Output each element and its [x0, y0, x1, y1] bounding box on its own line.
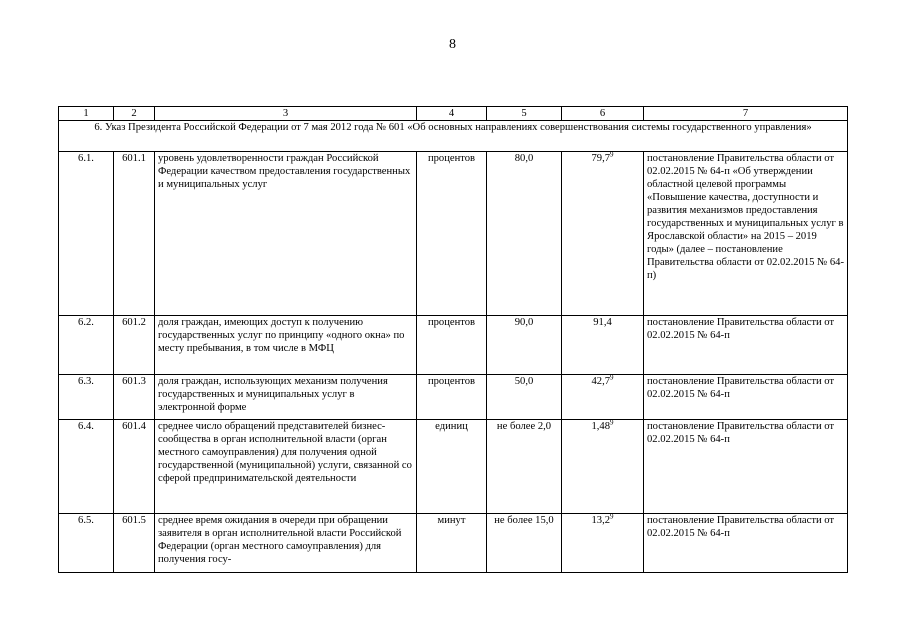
actual-value-cell [562, 152, 644, 316]
unit: процентов [417, 375, 487, 420]
actual-value-cell [562, 514, 644, 573]
column-number: 7 [644, 107, 848, 121]
page-number: 8 [449, 37, 456, 52]
row-number: 6.4. [59, 420, 114, 514]
indicator-code: 601.4 [114, 420, 155, 514]
indicator-name: среднее время ожидания в очереди при обращении заявителя в орган исполнительной власти Российской Федерации (орган местного самоуправления) для получения госу- [155, 514, 417, 573]
legal-document: постановление Правительства области от 02.02.2015 № 64-п «Об утверждении областной целевой программы «Повышение качества, доступности и развития механизмов предоставления государственных и муниципальных услуг в Ярославской области» на 2015 – 2019 годы» (далее – постановление Правительства области от 02.02.2015 № 64-п) [644, 152, 848, 316]
section-title: 6. Указ Президента Российской Федерации от 7 мая 2012 года № 601 «Об основных направлениях совершенствования системы государственного управления» [59, 121, 848, 152]
table-row [59, 420, 848, 514]
footnote-mark: 9 [610, 373, 614, 382]
target-value: не более 2,0 [487, 420, 562, 514]
actual-value-cell [562, 420, 644, 514]
actual-value: 42,7 [591, 376, 611, 387]
actual-value: 79,7 [591, 153, 611, 164]
footnote-mark: 9 [610, 512, 614, 521]
indicator-name: доля граждан, использующих механизм получения государственных и муниципальных услуг в электронной форме [155, 375, 417, 420]
actual-value-cell [562, 316, 644, 375]
row-number: 6.3. [59, 375, 114, 420]
indicator-code: 601.2 [114, 316, 155, 375]
target-value: не более 15,0 [487, 514, 562, 573]
column-number: 4 [417, 107, 487, 121]
indicator-name: доля граждан, имеющих доступ к получению государственных услуг по принципу «одного окна» по месту пребывания, в том числе в МФЦ [155, 316, 417, 375]
footnote-mark: 9 [610, 150, 614, 159]
legal-document: постановление Правительства области от 02.02.2015 № 64-п [644, 316, 848, 375]
table-row [59, 375, 848, 420]
table-row [59, 152, 848, 316]
actual-value: 13,2 [591, 515, 611, 526]
indicator-code: 601.5 [114, 514, 155, 573]
row-number: 6.5. [59, 514, 114, 573]
unit: минут [417, 514, 487, 573]
table-row [59, 316, 848, 375]
legal-document: постановление Правительства области от 02.02.2015 № 64-п [644, 420, 848, 514]
indicator-name: среднее число обращений представителей бизнес-сообщества в орган исполнительной власти (орган местного самоуправления) для получения одной государственной (муниципальной) услуги, связанной со сферой предпринимательской деятельности [155, 420, 417, 514]
unit: единиц [417, 420, 487, 514]
actual-value: 91,4 [593, 317, 612, 328]
column-number: 2 [114, 107, 155, 121]
actual-value: 1,48 [591, 421, 611, 432]
unit: процентов [417, 152, 487, 316]
indicator-code: 601.1 [114, 152, 155, 316]
target-value: 50,0 [487, 375, 562, 420]
indicator-code: 601.3 [114, 375, 155, 420]
actual-value-cell [562, 375, 644, 420]
indicator-name: уровень удовлетворенности граждан Российской Федерации качеством предоставления государственных и муниципальных услуг [155, 152, 417, 316]
row-number: 6.1. [59, 152, 114, 316]
section-row [59, 121, 848, 152]
row-number: 6.2. [59, 316, 114, 375]
column-number: 3 [155, 107, 417, 121]
indicators-table [58, 106, 848, 573]
target-value: 80,0 [487, 152, 562, 316]
column-number-header-row [59, 107, 848, 121]
legal-document: постановление Правительства области от 02.02.2015 № 64-п [644, 514, 848, 573]
column-number: 6 [562, 107, 644, 121]
column-number: 5 [487, 107, 562, 121]
unit: процентов [417, 316, 487, 375]
table-row [59, 514, 848, 573]
legal-document: постановление Правительства области от 02.02.2015 № 64-п [644, 375, 848, 420]
column-number: 1 [59, 107, 114, 121]
target-value: 90,0 [487, 316, 562, 375]
footnote-mark: 9 [610, 418, 614, 427]
